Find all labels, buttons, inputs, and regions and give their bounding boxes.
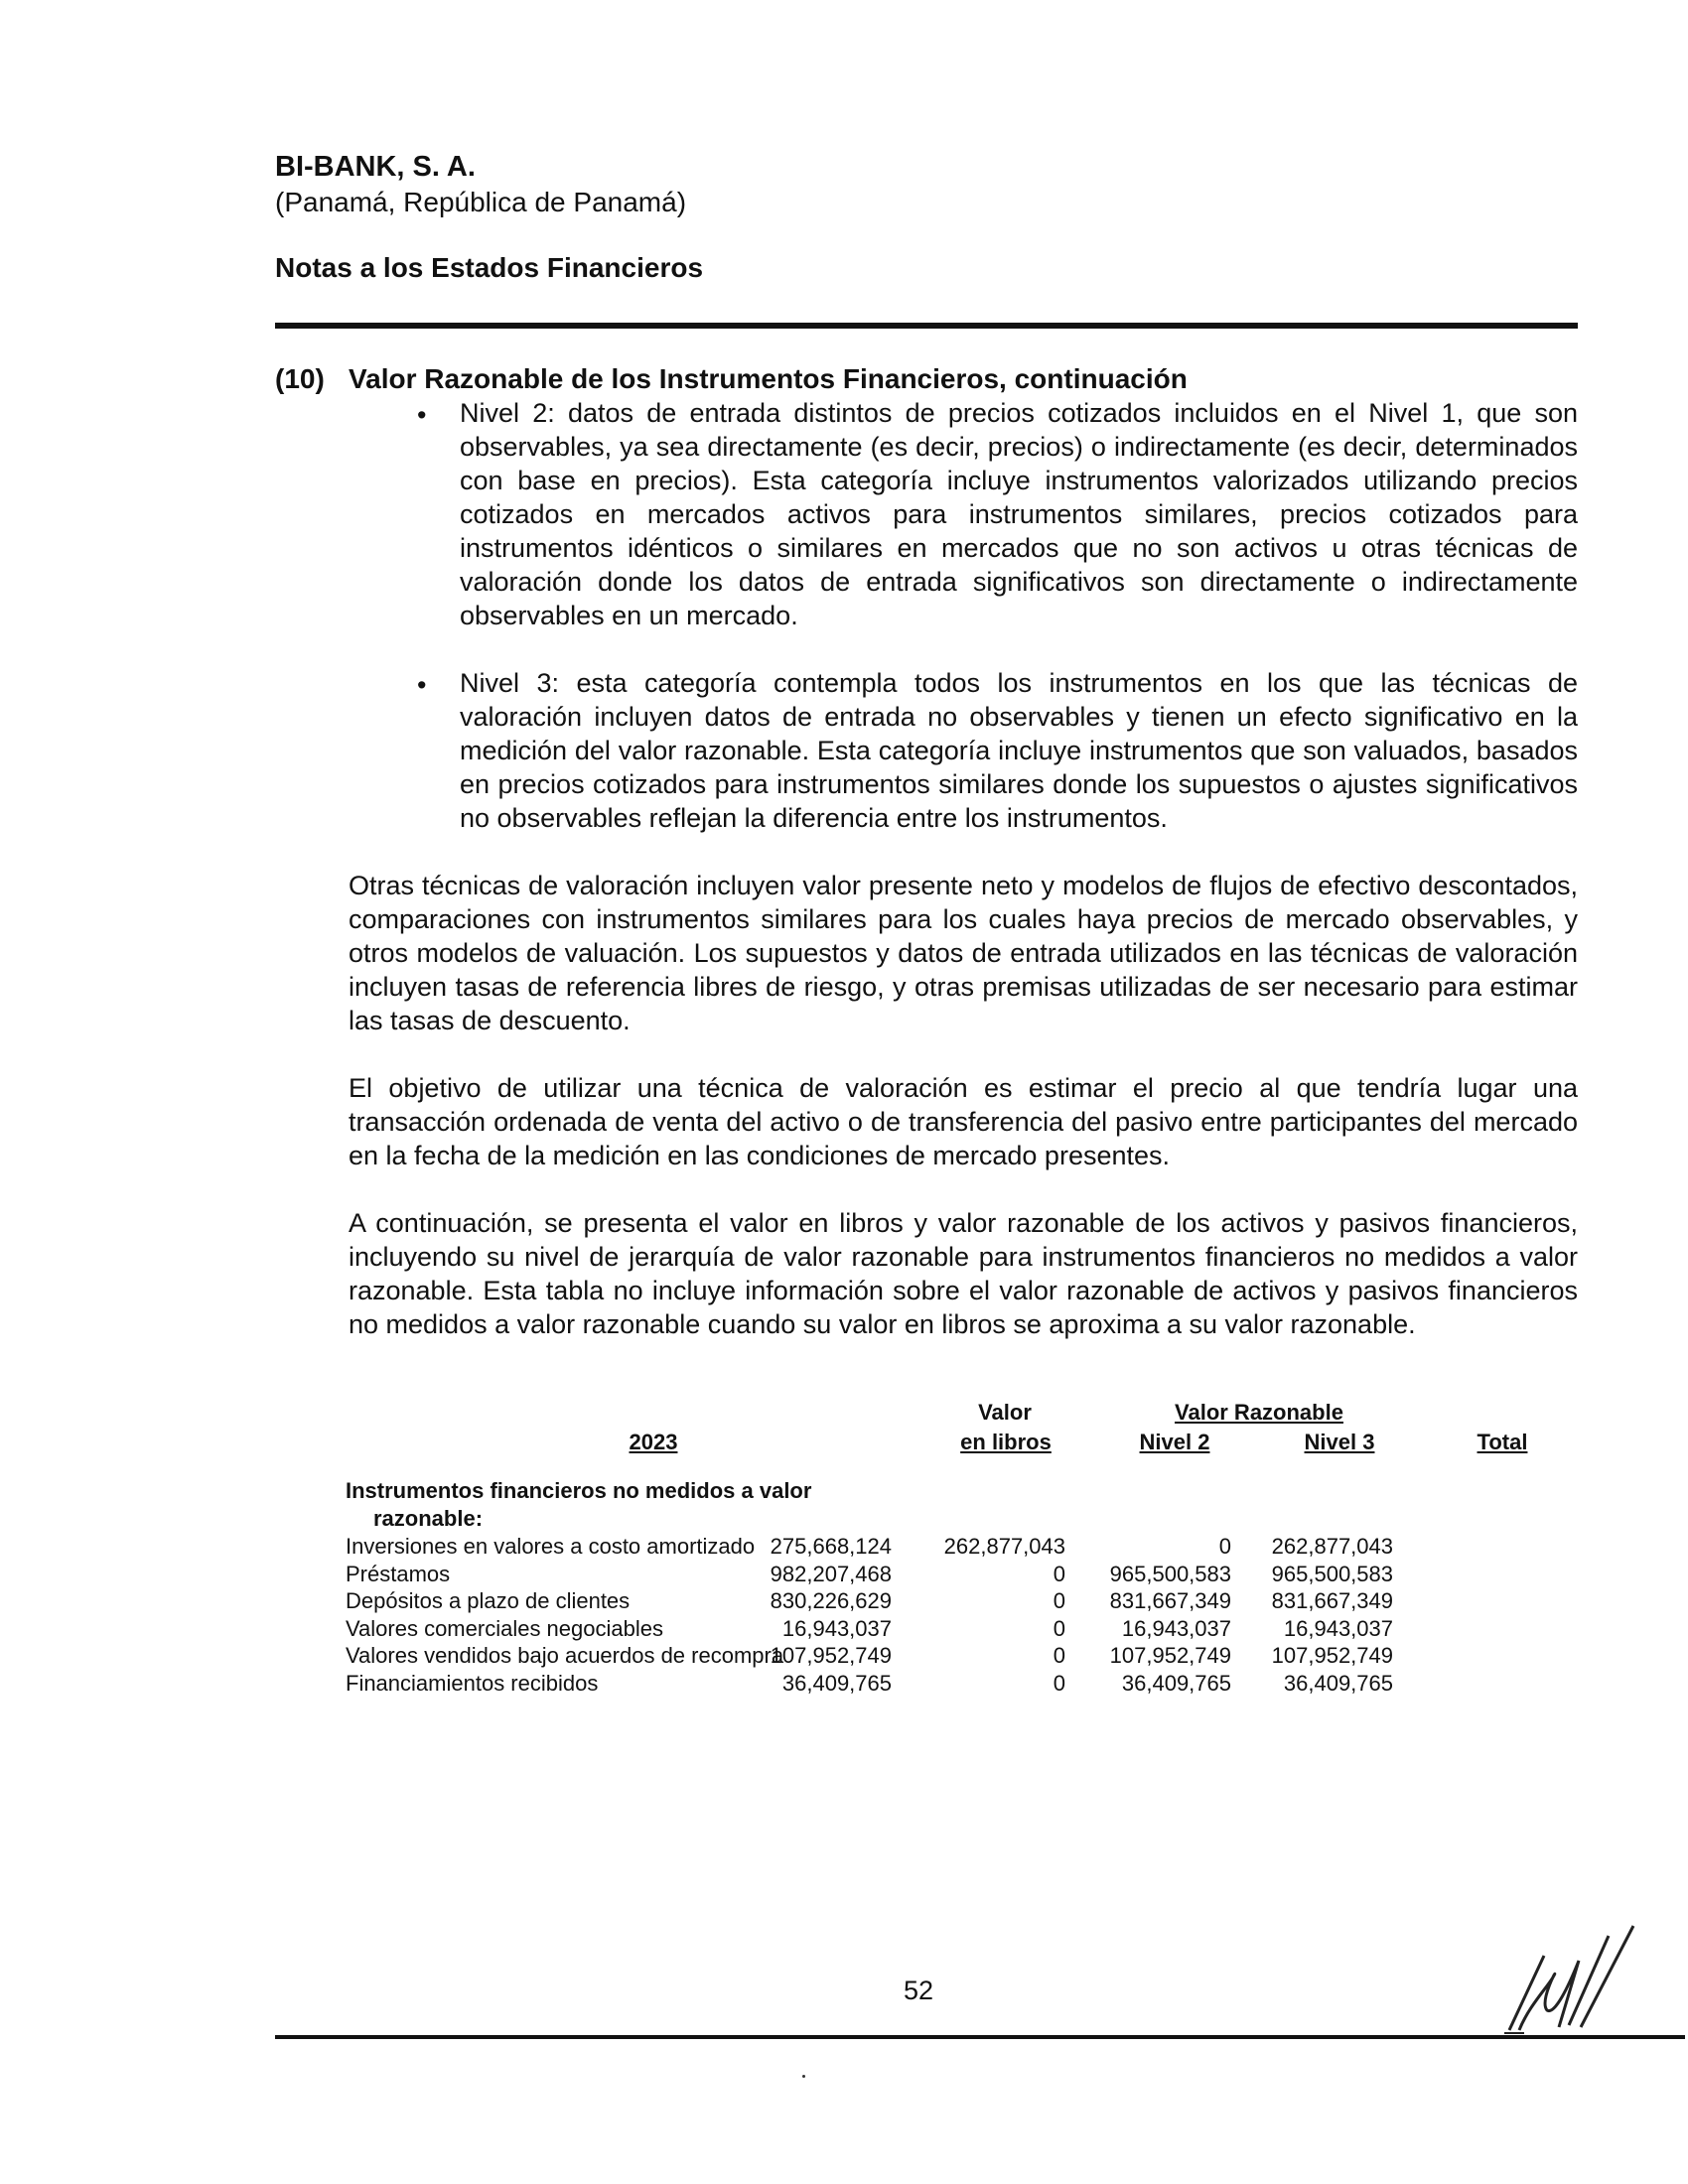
column-header-en-libros: en libros bbox=[960, 1430, 1052, 1454]
cell-total: 262,877,043 bbox=[1271, 1534, 1393, 1559]
signature-icon bbox=[1499, 1916, 1648, 2040]
list-item bbox=[417, 666, 1578, 835]
cell-nivel2: 0 bbox=[1053, 1615, 1065, 1641]
cell-total: 107,952,749 bbox=[1271, 1643, 1393, 1668]
cell-nivel2: 0 bbox=[1053, 1588, 1065, 1613]
bullet-text: Nivel 3: esta categoría contempla todos los instrumentos en los que las técnicas de valoración incluyen datos de entrada no observables y tienen un efecto significativo en la medición del valor razonable. Esta categoría incluye instrumentos que son valuados, basados en precios cotizados para instrumentos similares donde los supuestos o ajustes significativos no observables reflejan la diferencia entre los instrumentos. bbox=[460, 668, 1578, 833]
cell-nivel2: 0 bbox=[1053, 1670, 1065, 1696]
fair-value-table bbox=[346, 1400, 1577, 1697]
page-header bbox=[275, 149, 703, 286]
cell-total: 36,409,765 bbox=[1283, 1670, 1393, 1696]
row-label: Financiamientos recibidos bbox=[346, 1670, 599, 1696]
cell-nivel3: 36,409,765 bbox=[1121, 1670, 1231, 1696]
cell-valor-libros: 16,943,037 bbox=[781, 1615, 892, 1641]
row-label: Préstamos bbox=[346, 1561, 451, 1586]
table-group-title bbox=[346, 1477, 902, 1533]
column-header-total: Total bbox=[1477, 1430, 1528, 1454]
list-item bbox=[417, 396, 1578, 632]
cell-valor-libros: 830,226,629 bbox=[770, 1588, 892, 1613]
row-label: Depósitos a plazo de clientes bbox=[346, 1588, 631, 1613]
group-title-line2: razonable: bbox=[373, 1506, 484, 1531]
bullet-icon: • bbox=[417, 670, 427, 700]
cell-valor-libros: 982,207,468 bbox=[770, 1561, 892, 1586]
paragraph: A continuación, se presenta el valor en libros y valor razonable de los activos y pasivos financieros, incluyendo su nivel de jerarquía de valor razonable para instrumentos financieros no medidos a valor razonable. Esta tabla no incluye información sobre el valor razonable de activos y pasivos financieros no medidos a valor razonable cuando su valor en libros se aproxima a su valor razonable. bbox=[349, 1208, 1578, 1339]
table-row bbox=[346, 1533, 1577, 1561]
table-header-row-1 bbox=[346, 1400, 1577, 1430]
notes-title: Notas a los Estados Financieros bbox=[275, 252, 704, 283]
cell-nivel3: 965,500,583 bbox=[1109, 1561, 1231, 1586]
row-label: Inversiones en valores a costo amortizado bbox=[346, 1534, 756, 1559]
table-row bbox=[346, 1670, 1577, 1698]
column-header-nivel3: Nivel 3 bbox=[1304, 1430, 1375, 1454]
bullet-text: Nivel 2: datos de entrada distintos de precios cotizados incluidos en el Nivel 1, que son observables, ya sea directamente (es decir, precios) o indirectamente (es decir, determinados con base en precios). Esta categoría incluye instrumentos valorizados utilizando precios cotizados en mercados activos para instrumentos similares, precios cotizados para instrumentos idénticos o similares en mercados que no son activos u otras técnicas de valoración donde los datos de entrada significativos son directamente o indirectamente observables en un mercado. bbox=[460, 398, 1578, 630]
company-location: (Panamá, República de Panamá) bbox=[275, 187, 687, 217]
cell-total: 831,667,349 bbox=[1271, 1588, 1393, 1613]
column-group-header: Valor Razonable bbox=[1175, 1400, 1343, 1425]
row-label: Valores vendidos bajo acuerdos de recompra bbox=[346, 1643, 784, 1668]
table-row bbox=[346, 1642, 1577, 1670]
cell-nivel2: 0 bbox=[1053, 1561, 1065, 1586]
cell-nivel3: 831,667,349 bbox=[1109, 1588, 1231, 1613]
table-header-row-2 bbox=[346, 1430, 1577, 1459]
note-section bbox=[275, 362, 1578, 1341]
paragraph: El objetivo de utilizar una técnica de valoración es estimar el precio al que tendría lugar una transacción ordenada de venta del activo o de transferencia del pasivo entre participantes del mercado en la fecha de la medición en las condiciones de mercado presentes. bbox=[349, 1073, 1578, 1170]
cell-valor-libros: 36,409,765 bbox=[781, 1670, 892, 1696]
scan-dot bbox=[802, 2075, 805, 2078]
page-number: 52 bbox=[904, 1976, 934, 2005]
cell-nivel2: 262,877,043 bbox=[943, 1534, 1065, 1559]
cell-valor-libros: 275,668,124 bbox=[770, 1534, 892, 1559]
footer-divider bbox=[275, 2035, 1685, 2039]
table-row bbox=[346, 1615, 1577, 1643]
bullet-icon: • bbox=[417, 400, 427, 430]
company-name: BI-BANK, S. A. bbox=[275, 151, 476, 183]
cell-total: 965,500,583 bbox=[1271, 1561, 1393, 1586]
signature-mark bbox=[1499, 1916, 1648, 2045]
section-number: (10) bbox=[275, 363, 325, 394]
cell-total: 16,943,037 bbox=[1283, 1615, 1393, 1641]
bullet-list bbox=[417, 396, 1578, 835]
header-divider bbox=[275, 323, 1578, 329]
cell-nivel3: 107,952,749 bbox=[1109, 1643, 1231, 1668]
column-header-valor: Valor bbox=[978, 1400, 1032, 1425]
table-row bbox=[346, 1561, 1577, 1588]
table-body bbox=[346, 1533, 1577, 1697]
row-label: Valores comerciales negociables bbox=[346, 1615, 663, 1641]
cell-nivel2: 0 bbox=[1053, 1643, 1065, 1668]
column-header-year: 2023 bbox=[629, 1430, 678, 1454]
cell-nivel3: 0 bbox=[1218, 1534, 1231, 1559]
section-heading bbox=[275, 362, 1578, 396]
group-title-line1: Instrumentos financieros no medidos a valor bbox=[346, 1478, 812, 1503]
section-title: Valor Razonable de los Instrumentos Financieros, continuación bbox=[349, 363, 1188, 394]
paragraph: Otras técnicas de valoración incluyen valor presente neto y modelos de flujos de efectivo descontados, comparaciones con instrumentos similares para los cuales haya precios de mercado observables, y otros modelos de valuación. Los supuestos y datos de entrada utilizados en las técnicas de valoración incluyen tasas de referencia libres de riesgo, y otras premisas utilizadas de ser necesario para estimar las tasas de descuento. bbox=[349, 871, 1578, 1035]
cell-nivel3: 16,943,037 bbox=[1121, 1615, 1231, 1641]
cell-valor-libros: 107,952,749 bbox=[770, 1643, 892, 1668]
column-header-nivel2: Nivel 2 bbox=[1139, 1430, 1210, 1454]
table-row bbox=[346, 1587, 1577, 1615]
